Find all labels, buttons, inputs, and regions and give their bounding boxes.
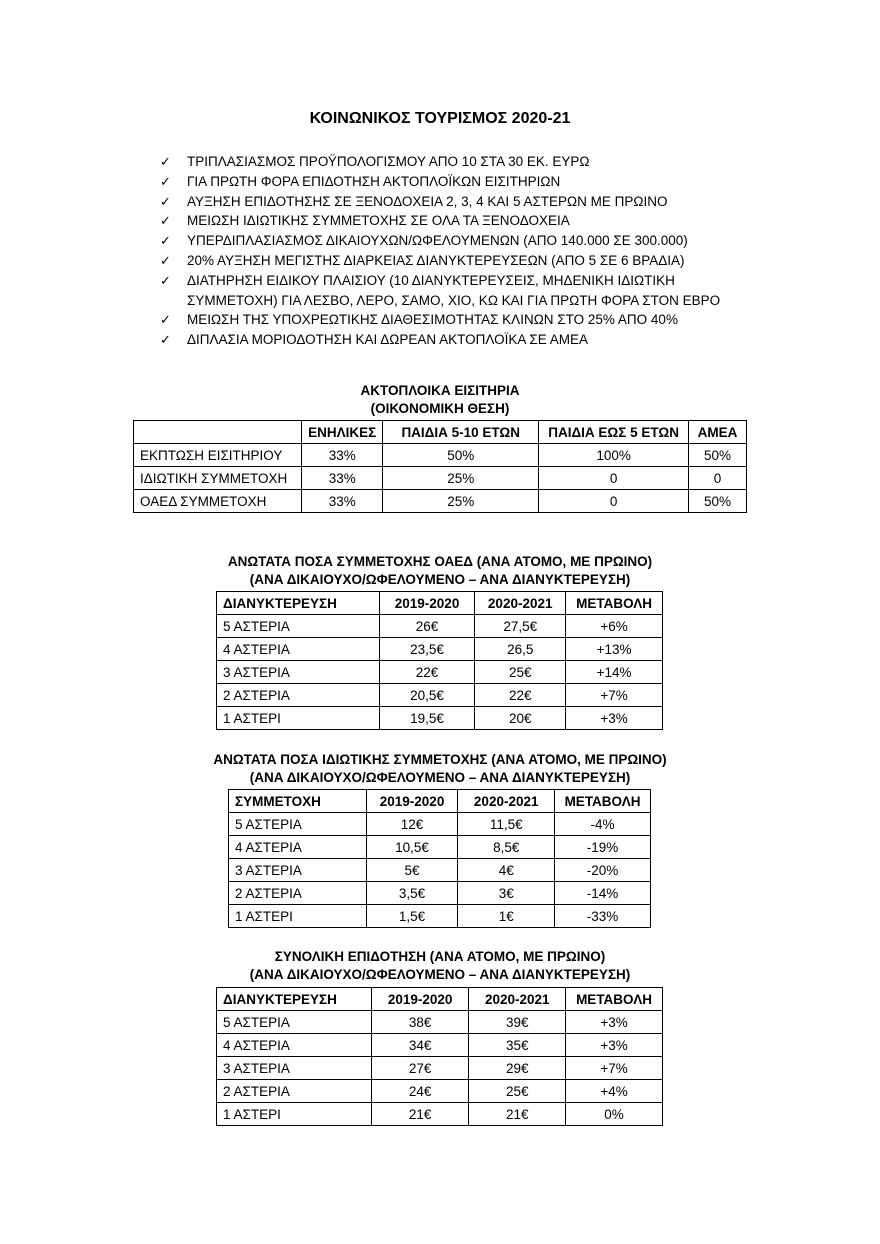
total-table-caption: ΣΥΝΟΛΙΚΗ ΕΠΙΔΟΤΗΣΗ (ΑΝΑ ΑΤΟΜΟ, ΜΕ ΠΡΩΙΝΟ) (ΑΝΑ ΔΙΚΑΙΟΥΧΟ/ΩΦΕΛΟΥΜΕΝΟ – ΑΝΑ ΔΙΑΝΥΚΤΕΡΕΥΣΗ) <box>249 949 631 982</box>
list-item: ✓ ΔΙΠΛΑΣΙΑ ΜΟΡΙΟΔΟΤΗΣΗ ΚΑΙ ΔΩΡΕΑΝ ΑΚΤΟΠΛΟΪΚΑ ΣΕ ΑΜΕΑ <box>160 330 760 350</box>
table-header-row: ΔΙΑΝΥΚΤΕΡΕΥΣΗ 2019-2020 2020-2021 ΜΕΤΑΒΟΛΗ <box>217 592 663 615</box>
table-row: 4 ΑΣΤΕΡΙΑ 34€ 35€ +3% <box>217 1034 663 1057</box>
bullet-list <box>160 152 760 350</box>
check-icon: ✓ <box>160 252 171 268</box>
oaed-table <box>216 591 663 730</box>
table-row: ΙΔΙΩΤΙΚΗ ΣΥΜΜΕΤΟΧΗ 33% 25% 0 0 <box>134 467 747 490</box>
table-row: 5 ΑΣΤΕΡΙΑ 26€ 27,5€ +6% <box>217 615 663 638</box>
table-row: 4 ΑΣΤΕΡΙΑ 10,5€ 8,5€ -19% <box>229 836 651 859</box>
oaed-table-caption: ΑΝΩΤΑΤΑ ΠΟΣΑ ΣΥΜΜΕΤΟΧΗΣ ΟΑΕΔ (ΑΝΑ ΑΤΟΜΟ, ΜΕ ΠΡΩΙΝΟ) (ΑΝΑ ΔΙΚΑΙΟΥΧΟ/ΩΦΕΛΟΥΜΕΝΟ – ΑΝΑ ΔΙΑΝΥΚΤΕΡΕΥΣΗ) <box>227 554 653 587</box>
check-icon: ✓ <box>160 233 171 249</box>
check-icon: ✓ <box>160 312 171 328</box>
table-row: 2 ΑΣΤΕΡΙΑ 3,5€ 3€ -14% <box>229 882 651 905</box>
table-row: 3 ΑΣΤΕΡΙΑ 5€ 4€ -20% <box>229 859 651 882</box>
list-item: ✓ ΜΕΙΩΣΗ ΙΔΙΩΤΙΚΗΣ ΣΥΜΜΕΤΟΧΗΣ ΣΕ ΟΛΑ ΤΑ ΞΕΝΟΔΟΧΕΙΑ <box>160 211 760 231</box>
table-row: 1 ΑΣΤΕΡΙ 21€ 21€ 0% <box>217 1103 663 1126</box>
table-row: ΟΑΕΔ ΣΥΜΜΕΤΟΧΗ 33% 25% 0 50% <box>134 490 747 513</box>
check-icon: ✓ <box>160 272 171 288</box>
table-row: ΕΚΠΤΩΣΗ ΕΙΣΙΤΗΡΙΟΥ 33% 50% 100% 50% <box>134 444 747 467</box>
table-row: 2 ΑΣΤΕΡΙΑ 24€ 25€ +4% <box>217 1080 663 1103</box>
table-row: 3 ΑΣΤΕΡΙΑ 27€ 29€ +7% <box>217 1057 663 1080</box>
table-row: 2 ΑΣΤΕΡΙΑ 20,5€ 22€ +7% <box>217 684 663 707</box>
table-row: 5 ΑΣΤΕΡΙΑ 38€ 39€ +3% <box>217 1011 663 1034</box>
table-header-row: ΣΥΜΜΕΤΟΧΗ 2019-2020 2020-2021 ΜΕΤΑΒΟΛΗ <box>229 790 651 813</box>
total-table <box>216 987 663 1126</box>
page-title: ΚΟΙΝΩΝΙΚΟΣ ΤΟΥΡΙΣΜΟΣ 2020-21 <box>309 110 571 127</box>
list-item: ✓ 20% ΑΥΞΗΣΗ ΜΕΓΙΣΤΗΣ ΔΙΑΡΚΕΙΑΣ ΔΙΑΝΥΚΤΕΡΕΥΣΕΩΝ (ΑΠΟ 5 ΣΕ 6 ΒΡΑΔΙΑ) <box>160 251 760 271</box>
list-item: ✓ ΥΠΕΡΔΙΠΛΑΣΙΑΣΜΟΣ ΔΙΚΑΙΟΥΧΩΝ/ΩΦΕΛΟΥΜΕΝΩΝ (ΑΠΟ 140.000 ΣΕ 300.000) <box>160 231 760 251</box>
table-row: 1 ΑΣΤΕΡΙ 19,5€ 20€ +3% <box>217 707 663 730</box>
table-row: 4 ΑΣΤΕΡΙΑ 23,5€ 26,5 +13% <box>217 638 663 661</box>
private-table-caption: ΑΝΩΤΑΤΑ ΠΟΣΑ ΙΔΙΩΤΙΚΗΣ ΣΥΜΜΕΤΟΧΗΣ (ΑΝΑ ΑΤΟΜΟ, ΜΕ ΠΡΩΙΝΟ) (ΑΝΑ ΔΙΚΑΙΟΥΧΟ/ΩΦΕΛΟΥΜΕΝΟ – ΑΝΑ ΔΙΑΝΥΚΤΕΡΕΥΣΗ) <box>213 752 667 785</box>
ferry-table-caption: ΑΚΤΟΠΛΟΙΚΑ ΕΙΣΙΤΗΡΙΑ (ΟΙΚΟΝΟΜΙΚΗ ΘΕΣΗ) <box>360 383 520 416</box>
table-row: 5 ΑΣΤΕΡΙΑ 12€ 11,5€ -4% <box>229 813 651 836</box>
table-header-row: ΔΙΑΝΥΚΤΕΡΕΥΣΗ 2019-2020 2020-2021 ΜΕΤΑΒΟΛΗ <box>217 988 663 1011</box>
table-header-row: ΕΝΗΛΙΚΕΣ ΠΑΙΔΙΑ 5-10 ΕΤΩΝ ΠΑΙΔΙΑ ΕΩΣ 5 ΕΤΩΝ ΑΜΕΑ <box>134 421 747 444</box>
check-icon: ✓ <box>160 213 171 229</box>
list-item: ✓ ΓΙΑ ΠΡΩΤΗ ΦΟΡΑ ΕΠΙΔΟΤΗΣΗ ΑΚΤΟΠΛΟΪΚΩΝ ΕΙΣΙΤΗΡΙΩΝ <box>160 172 760 192</box>
check-icon: ✓ <box>160 154 171 169</box>
list-item: ✓ ΜΕΙΩΣΗ ΤΗΣ ΥΠΟΧΡΕΩΤΙΚΗΣ ΔΙΑΘΕΣΙΜΟΤΗΤΑΣ ΚΛΙΝΩΝ ΣΤΟ 25% ΑΠΟ 40% <box>160 310 760 330</box>
list-item: ✓ ΔΙΑΤΗΡΗΣΗ ΕΙΔΙΚΟΥ ΠΛΑΙΣΙΟΥ (10 ΔΙΑΝΥΚΤΕΡΕΥΣΕΙΣ, ΜΗΔΕΝΙΚΗ ΙΔΙΩΤΙΚΗ ΣΥΜΜΕΤΟΧΗ) ΓΙΑ ΛΕΣΒΟ, ΛΕΡΟ, ΣΑΜΟ, ΧΙΟ, ΚΩ ΚΑΙ ΓΙΑ ΠΡΩΤΗ ΦΟΡΑ ΣΤΟΝ ΕΒΡΟ <box>160 272 721 308</box>
list-item: ✓ ΑΥΞΗΣΗ ΕΠΙΔΟΤΗΣΗΣ ΣΕ ΞΕΝΟΔΟΧΕΙΑ 2, 3, 4 ΚΑΙ 5 ΑΣΤΕΡΩΝ ΜΕ ΠΡΩΙΝΟ <box>160 192 760 212</box>
table-row: 3 ΑΣΤΕΡΙΑ 22€ 25€ +14% <box>217 661 663 684</box>
list-item: ✓ ΤΡΙΠΛΑΣΙΑΣΜΟΣ ΠΡΟΫΠΟΛΟΓΙΣΜΟΥ ΑΠΟ 10 ΣΤΑ 30 ΕΚ. ΕΥΡΩ <box>160 152 760 172</box>
check-icon: ✓ <box>160 193 171 209</box>
ferry-table <box>133 420 747 513</box>
check-icon: ✓ <box>160 332 171 348</box>
check-icon: ✓ <box>160 173 171 189</box>
private-table <box>228 789 651 928</box>
table-row: 1 ΑΣΤΕΡΙ 1,5€ 1€ -33% <box>229 905 651 928</box>
